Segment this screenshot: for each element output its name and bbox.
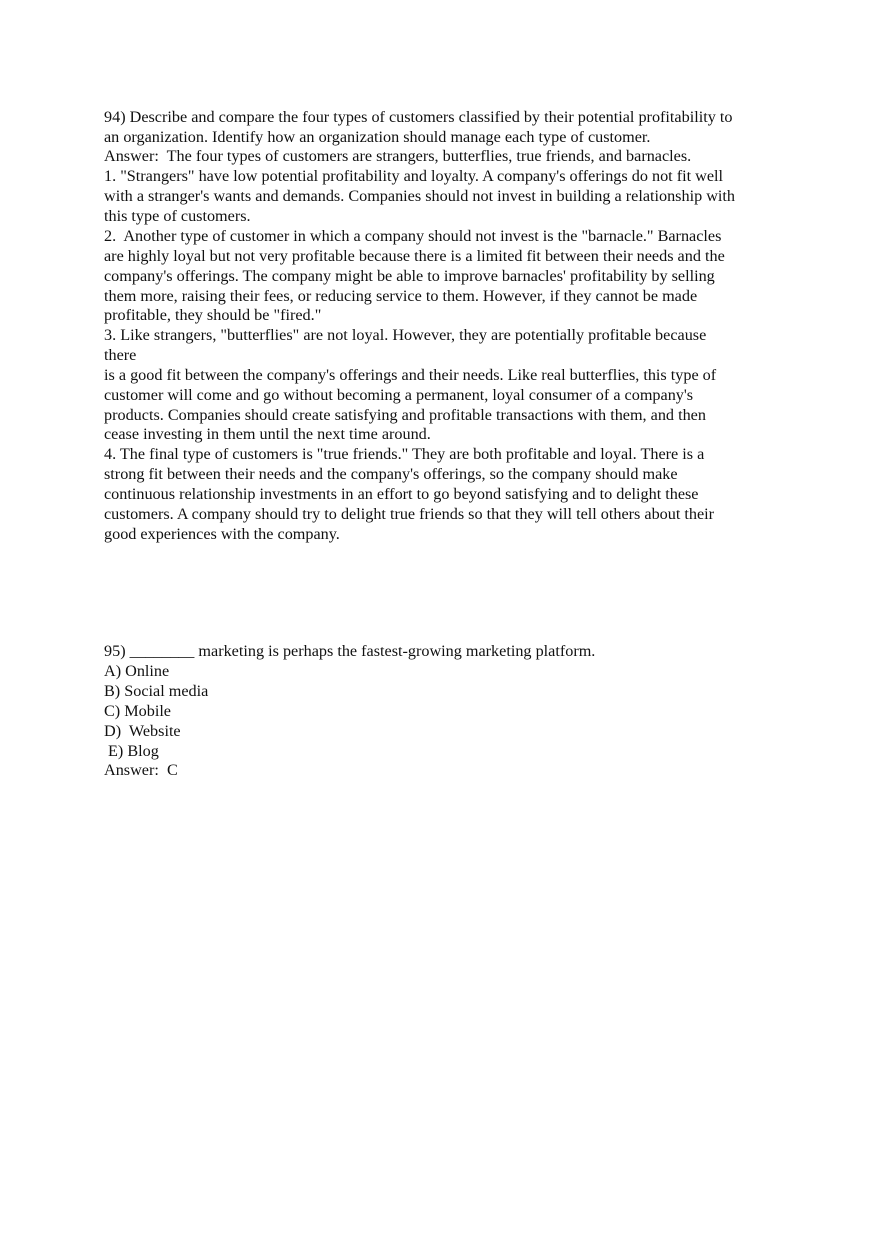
- q94-line: cease investing in them until the next time around.: [104, 425, 431, 443]
- q94-line: good experiences with the company.: [104, 525, 340, 543]
- q94-line: 3. Like strangers, "butterflies" are not loyal. However, they are potentially profitable because: [104, 326, 707, 344]
- q95-option-e: E) Blog: [104, 742, 159, 760]
- q95-option-a: A) Online: [104, 662, 170, 680]
- q94-line: customers. A company should try to delight true friends so that they will tell others about their: [104, 505, 715, 523]
- q94-line: customer will come and go without becoming a permanent, loyal consumer of a company's: [104, 386, 694, 404]
- q94-line: continuous relationship investments in an effort to go beyond satisfying and to delight these: [104, 485, 699, 503]
- q94-line: is a good fit between the company's offerings and their needs. Like real butterflies, this type of: [104, 366, 717, 384]
- q95-question: 95) ________ marketing is perhaps the fastest-growing marketing platform.: [104, 642, 596, 660]
- q94-line: an organization. Identify how an organization should manage each type of customer.: [104, 128, 651, 146]
- q94-line: this type of customers.: [104, 207, 251, 225]
- q94-line: 2. Another type of customer in which a company should not invest is the "barnacle." Barnacles: [104, 227, 722, 245]
- q94-answer-intro: Answer: The four types of customers are strangers, butterflies, true friends, and barnacles.: [104, 147, 692, 165]
- q95-option-b: B) Social media: [104, 682, 209, 700]
- q94-line: with a stranger's wants and demands. Companies should not invest in building a relationship with: [104, 187, 735, 205]
- q94-line: 94) Describe and compare the four types of customers classified by their potential profitability to: [104, 108, 733, 126]
- q95-option-c: C) Mobile: [104, 702, 171, 720]
- q95-answer: Answer: C: [104, 761, 178, 779]
- q95-option-d: D) Website: [104, 722, 181, 740]
- q94-line: strong fit between their needs and the company's offerings, so the company should make: [104, 465, 678, 483]
- q94-line: profitable, they should be "fired.": [104, 306, 322, 324]
- q94-line: them more, raising their fees, or reducing service to them. However, if they cannot be made: [104, 287, 698, 305]
- q94-line: company's offerings. The company might be able to improve barnacles' profitability by selling: [104, 267, 715, 285]
- q94-line: 4. The final type of customers is "true friends." They are both profitable and loyal. There is a: [104, 445, 705, 463]
- q94-line: 1. "Strangers" have low potential profitability and loyalty. A company's offerings do not fit well: [104, 167, 724, 185]
- q94-line: products. Companies should create satisfying and profitable transactions with them, and then: [104, 406, 706, 424]
- q94-line: there: [104, 346, 137, 364]
- q94-line: are highly loyal but not very profitable because there is a limited fit between their needs and the: [104, 247, 725, 265]
